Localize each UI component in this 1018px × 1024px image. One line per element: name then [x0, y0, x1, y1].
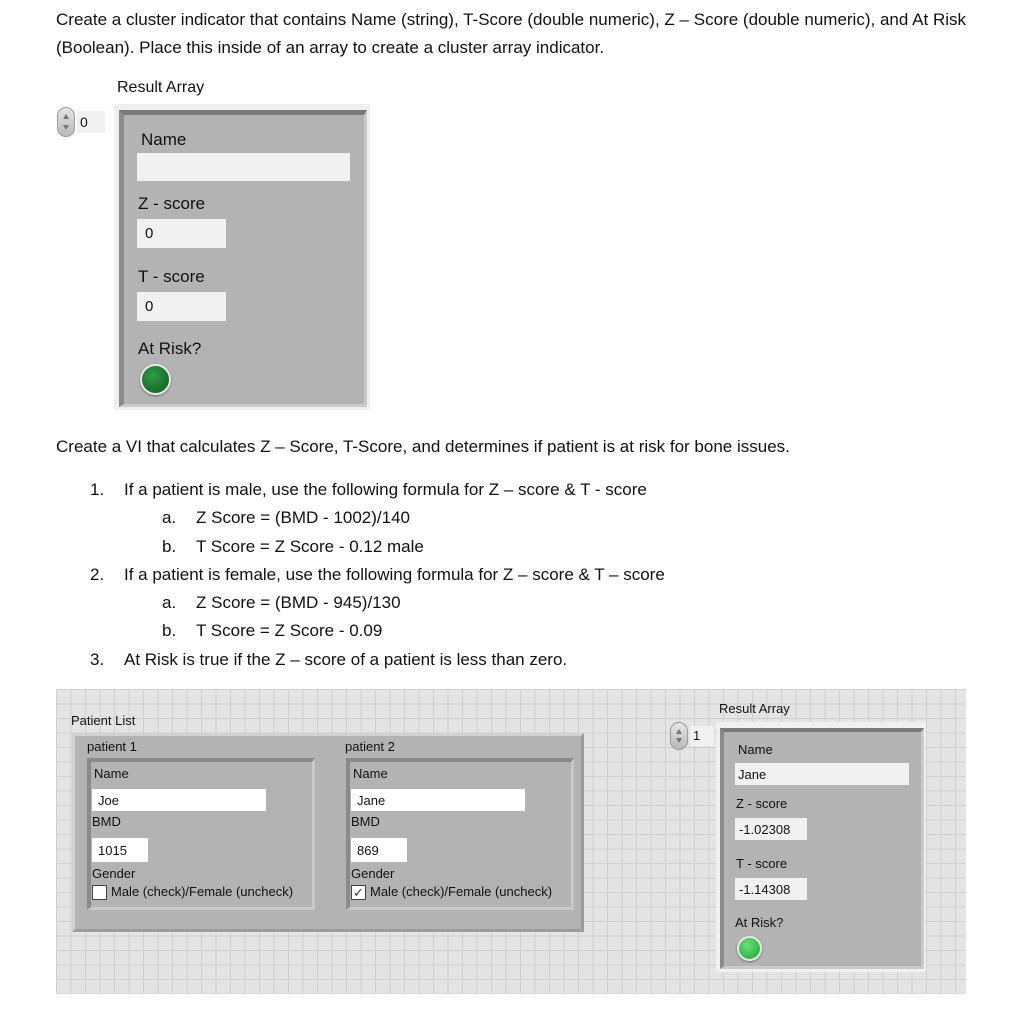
patient-2-name-label: Name — [353, 766, 388, 781]
example-result-cluster — [119, 110, 367, 407]
list-item-1: 1. If a patient is male, use the following formula for Z – score & T - score — [90, 480, 647, 499]
result-cluster — [720, 728, 924, 969]
name-label: Name — [738, 742, 773, 757]
patient-2-bmd-input[interactable]: 869 — [351, 838, 407, 862]
at-risk-led-icon — [737, 936, 762, 961]
spinner-arrows-icon[interactable] — [670, 722, 688, 750]
list-item-2a: a. Z Score = (BMD - 945)/130 — [162, 593, 401, 612]
patient-list-cluster — [72, 733, 584, 932]
patient-1-name-label: Name — [94, 766, 129, 781]
patient-1-gender-checkbox[interactable] — [92, 885, 107, 900]
patient-1-label: patient 1 — [87, 739, 137, 754]
patient-1-gender-label: Gender — [92, 866, 136, 881]
list-item-1b: b. T Score = Z Score - 0.12 male — [162, 537, 424, 556]
z-score-indicator: 0 — [137, 219, 226, 248]
index-value[interactable]: 1 — [690, 726, 714, 746]
example-array-index-control[interactable] — [57, 107, 105, 137]
patient-1-bmd-input[interactable]: 1015 — [92, 838, 148, 862]
t-score-label: T - score — [138, 267, 205, 286]
t-score-indicator: 0 — [137, 292, 226, 321]
patient-2-gender-checkbox[interactable]: ✓ — [351, 885, 366, 900]
name-label: Name — [141, 130, 187, 149]
patient-1-name-input[interactable]: Joe — [92, 789, 266, 811]
patient-2-bmd-label: BMD — [351, 814, 380, 829]
patient-1-bmd-label: BMD — [92, 814, 121, 829]
patient-list-label: Patient List — [71, 713, 136, 728]
name-indicator: Jane — [735, 763, 909, 785]
name-indicator — [137, 153, 350, 181]
t-score-indicator: -1.14308 — [735, 878, 807, 900]
intro-paragraph: Create a cluster indicator that contains Name (string), T-Score (double numeric), Z – Score (double numeric), and At Risk (Boolean). Place this inside of an array to create a cluster array indicator. — [56, 10, 966, 57]
list-item-2b: b. T Score = Z Score - 0.09 — [162, 621, 383, 640]
at-risk-label: At Risk? — [138, 339, 202, 358]
list-item-3: 3. At Risk is true if the Z – score of a patient is less than zero. — [90, 650, 568, 669]
patient-1-checkbox-label: Male (check)/Female (uncheck) — [111, 884, 294, 899]
z-score-label: Z - score — [138, 194, 206, 213]
z-score-label: Z - score — [736, 796, 788, 811]
result-array-label: Result Array — [719, 701, 790, 716]
at-risk-label: At Risk? — [735, 915, 784, 930]
spinner-arrows-icon[interactable] — [57, 107, 75, 137]
at-risk-led-icon — [140, 364, 171, 395]
index-value[interactable]: 0 — [77, 111, 105, 133]
patient-1-cluster — [87, 758, 315, 910]
task-heading: Create a VI that calculates Z – Score, T-Score, and determines if patient is at risk for bone issues. — [56, 437, 790, 456]
result-array-index-control[interactable] — [670, 722, 714, 750]
list-item-2: 2. If a patient is female, use the following formula for Z – score & T – score — [90, 565, 665, 584]
example-array-label: Result Array — [117, 79, 205, 96]
z-score-indicator: -1.02308 — [735, 818, 807, 840]
list-item-1a: a. Z Score = (BMD - 1002)/140 — [162, 508, 411, 527]
patient-2-name-input[interactable]: Jane — [351, 789, 525, 811]
patient-2-gender-label: Gender — [351, 866, 395, 881]
patient-2-checkbox-label: Male (check)/Female (uncheck) — [370, 884, 553, 899]
t-score-label: T - score — [736, 856, 788, 871]
patient-2-cluster — [346, 758, 574, 910]
patient-2-label: patient 2 — [345, 739, 395, 754]
